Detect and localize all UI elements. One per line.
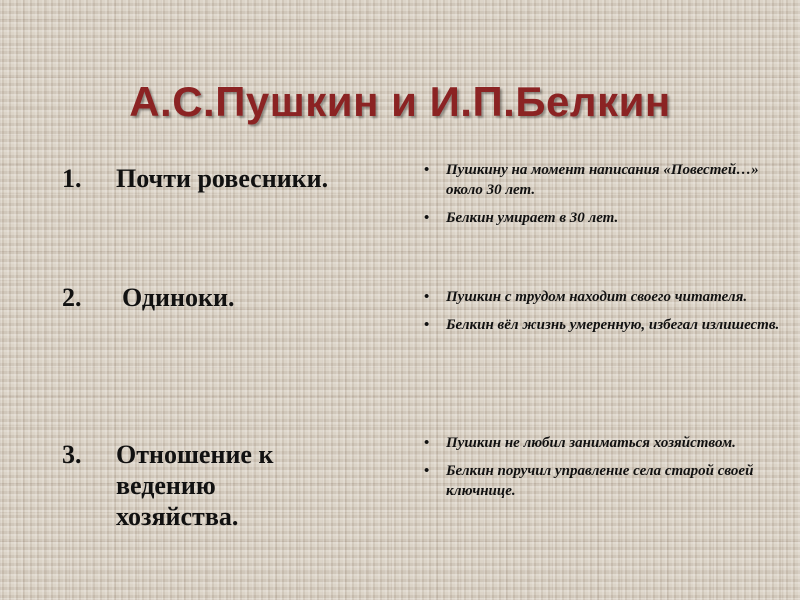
- bullet-point: [420, 461, 780, 501]
- item-number: 1.: [62, 164, 82, 193]
- bullet-icon: •: [424, 210, 430, 226]
- bullet-icon: •: [424, 162, 430, 178]
- slide-title: А.С.Пушкин и И.П.Белкин: [129, 78, 671, 125]
- item-number: 3.: [62, 440, 82, 469]
- item-number: 2.: [62, 283, 82, 312]
- bullet-text: Белкин поручил управление села старой своей ключнице.: [446, 463, 754, 499]
- bullet-icon: •: [424, 435, 430, 451]
- bullet-point: [420, 160, 780, 200]
- bullet-icon: •: [424, 463, 430, 479]
- item-label: Отношение к ведению хозяйства.: [116, 440, 280, 531]
- bullet-icon: •: [424, 317, 430, 333]
- bullet-text: Пушкину на момент написания «Повестей…» около 30 лет.: [446, 162, 759, 198]
- bullet-point: [420, 208, 780, 228]
- bullet-text: Пушкин с трудом находит своего читателя.: [446, 289, 748, 305]
- bullet-point: [420, 315, 780, 335]
- points-group-3: [420, 433, 780, 509]
- points-group-2: [420, 287, 780, 343]
- bullet-text: Белкин вёл жизнь умеренную, избегал излишеств.: [446, 317, 780, 333]
- bullet-text: Белкин умирает в 30 лет.: [446, 210, 619, 226]
- points-group-1: [420, 160, 780, 236]
- bullet-text: Пушкин не любил заниматься хозяйством.: [446, 435, 736, 451]
- bullet-icon: •: [424, 289, 430, 305]
- item-label: Одиноки.: [122, 283, 235, 312]
- bullet-point: [420, 287, 780, 307]
- item-label: Почти ровесники.: [116, 164, 329, 193]
- bullet-point: [420, 433, 780, 453]
